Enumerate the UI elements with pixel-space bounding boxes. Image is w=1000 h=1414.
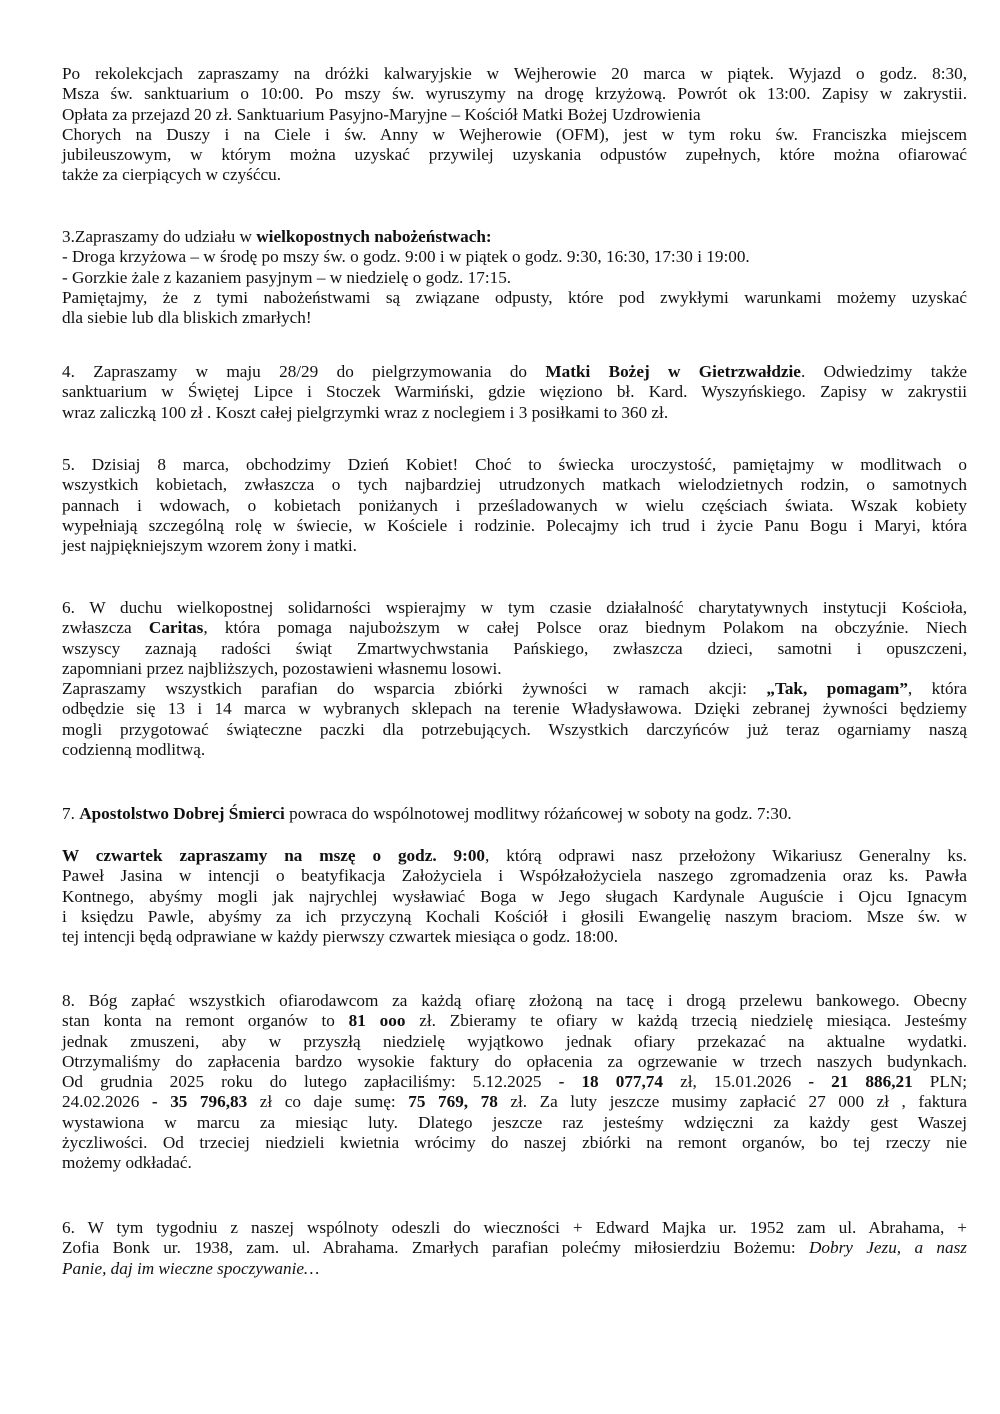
intro-text: 3.Zapraszamy do udziału w: [62, 227, 257, 246]
text-line: pannach i wdowach, o kobietach poniżanych i prześladowanych w wielu częściach świata. Wszak kobiety: [62, 495, 967, 515]
text-segment: 24.02.2026: [62, 1092, 152, 1112]
text-segment: Zofia Bonk ur. 1938, zam. ul. Abrahama. Zmarłych parafian polećmy miłosierdziu Bożemu:: [62, 1238, 809, 1258]
text-line: życzliwości. Od trzeciej niedzieli kwietnia wrócimy do naszej zbiórki na remont organów, bo tej rzeczy nie: [62, 1133, 967, 1153]
text-line: - Droga krzyżowa – w środę po mszy św. o godz. 9:00 i w piątek o godz. 9:30, 16:30, 17:30 i 19:00.: [62, 247, 750, 267]
text-segment: Zapraszamy wszystkich parafian do wsparcia zbiórki żywności w ramach akcji:: [62, 679, 767, 699]
text-line: codzienną modlitwą.: [62, 740, 206, 760]
paragraph-organ-repair-donations: [62, 991, 967, 1174]
text-line: odbędzie się 13 i 14 marca w wybranych sklepach na terenie Władysławowa. Dzięki zebranej żywności będziemy: [62, 699, 967, 719]
text-line: [62, 227, 967, 247]
paragraph-pilgrimage-gietrzwald: [62, 362, 967, 423]
text-line: [62, 1011, 967, 1031]
text-segment: , która: [907, 679, 967, 699]
text-line: 8. Bóg zapłać wszystkich ofiarodawcom za każdą ofiarę złożoną na tacę i drogą przelewu bankowego. Obecny: [62, 991, 967, 1010]
text-line: Kontnego, abyśmy mogli jak najrychlej wysławiać Boga w Jego sługach Kardynale Auguście i Ojcu Ignacym: [62, 886, 967, 906]
text-line: [62, 1092, 967, 1112]
text-segment: . Odwiedzimy także: [800, 362, 967, 381]
text-line: dla siebie lub dla bliskich zmarłych!: [62, 308, 312, 328]
text-line: mogli przygotować świąteczne paczki dla potrzebujących. Wszystkich darczyńców już teraz ogarniamy naszą: [62, 719, 967, 739]
payment-amount: 21 886,21: [814, 1072, 913, 1092]
text-line: Paweł Jasina w intencji o beatyfikacja Założyciela i Współzałożyciela naszego zgromadzenia oraz ks. Pawła: [62, 866, 967, 886]
text-segment: zł. Za luty jeszcze musimy zapłacić 27 000 zł , faktura: [497, 1092, 968, 1112]
bold-text: W czwartek zapraszamy na mszę o godz. 9:00: [62, 846, 486, 865]
bold-text: -: [558, 1072, 565, 1092]
text-line: wszystkich kobietach, zwłaszcza o tych najbardziej utrudzonych matkach wielodzietnych rodzin, o samotnych: [62, 475, 967, 495]
text-line: także za cierpiących w czyśćcu.: [62, 165, 281, 185]
paragraph-caritas: [62, 598, 967, 760]
text-line: [62, 846, 967, 866]
paragraph-thursday-mass: [62, 846, 967, 947]
text-segment: zł, 15.01.2026: [663, 1072, 809, 1092]
text-segment: zł co daje sumę:: [247, 1092, 409, 1112]
bold-text: wielkopostnych nabożeństwach:: [256, 227, 492, 246]
text-line: sanktuarium w Świętej Lipce i Stoczek Warmiński, gdzie więziono bł. Kard. Wyszyńskiego. Zapisy w zakrystii: [62, 382, 967, 402]
text-line: jednak zmuszeni, aby w przyszłą niedzielę wyjątkowo jednak ofiary przekazać na aktualne wydatki.: [62, 1031, 967, 1051]
bold-text: 81 ooo: [348, 1011, 406, 1031]
text-line: Pamiętajmy, że z tymi nabożeństwami są związane odpusty, które pod zwykłymi warunkami możemy uzyskać: [62, 287, 967, 307]
bold-text: Matki Bożej w Gietrzwałdzie: [545, 362, 801, 381]
text-line: i księdzu Pawle, abyśmy za ich przyczyną Kochali Kościół i głosili Ewangelię naszym braciom. Msze św. w: [62, 906, 967, 926]
text-line: [62, 362, 967, 382]
text-line: [62, 1238, 967, 1258]
text-line: [62, 618, 967, 638]
paragraph-deceased: [62, 1218, 967, 1279]
text-line: Otrzymaliśmy do zapłacenia bardzo wysokie faktury do opłacenia za ogrzewanie w trzech naszych budynkach.: [62, 1051, 967, 1071]
text-line: wraz zaliczką 100 zł . Koszt całej pielgrzymki wraz z noclegiem i 3 posiłkami to 360 zł.: [62, 402, 669, 422]
text-line: [62, 1072, 967, 1092]
bold-text: -: [151, 1092, 158, 1112]
text-line: Opłata za przejazd 20 zł. Sanktuarium Pasyjno-Maryjne – Kościół Matki Bożej Uzdrowienia: [62, 104, 701, 124]
payment-amount: 18 077,74: [564, 1072, 663, 1092]
bold-text: „Tak, pomagam”: [766, 679, 908, 699]
italic-prayer-text: Dobry Jezu, a nasz: [808, 1238, 967, 1258]
bold-text: -: [808, 1072, 815, 1092]
text-segment: 7.: [62, 804, 80, 823]
payment-amount: 35 796,83: [157, 1092, 248, 1112]
text-line: wszyscy zaznają radości świąt Zmartwychwstania Pańskiego, zwłaszcza dzieci, samotni i opuszczeni,: [62, 638, 967, 658]
text-line: wystawiona w marcu za miesiąc luty. Dlatego jeszcze raz jesteśmy wdzięczni za każdy gest Waszej: [62, 1112, 967, 1132]
text-line: Chorych na Duszy i na Ciele i św. Anny w Wejherowie (OFM), jest w tym roku św. Franciszka miejscem: [62, 124, 967, 144]
text-line: Msza św. sanktuarium o 10:00. Po mszy św. wyruszymy na drogę krzyżową. Powrót ok 13:00. Zapisy w zakrystii.: [62, 84, 967, 104]
text-segment: zł. Zbieramy te ofiary w każdą trzecią niedzielę miesiąca. Jesteśmy: [405, 1011, 967, 1031]
text-segment: PLN;: [912, 1072, 968, 1092]
total-sum: 75 769, 78: [408, 1092, 498, 1112]
text-line: możemy odkładać.: [62, 1153, 192, 1173]
bold-text: Apostolstwo Dobrej Śmierci: [79, 804, 285, 823]
text-segment: powraca do wspólnotowej modlitwy różańcowej w soboty na godz. 7:30.: [284, 804, 792, 823]
text-segment: , którą odprawi nasz przełożony Wikariusz Generalny ks.: [485, 846, 967, 865]
text-line: 5. Dzisiaj 8 marca, obchodzimy Dzień Kobiet! Choć to świecka uroczystość, pamiętajmy w modlitwach o: [62, 455, 967, 474]
text-segment: zwłaszcza: [62, 618, 149, 638]
text-line: 6. W tym tygodniu z naszej wspólnoty odeszli do wieczności + Edward Majka ur. 1952 zam ul. Abrahama, +: [62, 1218, 967, 1237]
text-segment: stan konta na remont organów to: [62, 1011, 349, 1031]
paragraph-lent-services: [62, 227, 967, 328]
text-line: zapomniani przez najbliższych, pozostawieni własnemu losowi.: [62, 658, 502, 678]
text-line: 6. W duchu wielkopostnej solidarności wspierajmy w tym czasie działalność charytatywnych instytucji Kościoła,: [62, 598, 967, 617]
italic-prayer-text: Panie, daj im wieczne spoczywanie…: [62, 1258, 320, 1278]
text-line: [62, 804, 967, 824]
paragraph-pilgrimage-wejherowo: [62, 64, 967, 186]
text-segment: 4. Zapraszamy w maju 28/29 do pielgrzymowania do: [62, 362, 546, 381]
paragraph-womens-day: [62, 455, 967, 556]
text-line: [62, 679, 967, 699]
text-line: tej intencji będą odprawiane w każdy pierwszy czwartek miesiąca o godz. 18:00.: [62, 927, 618, 947]
text-line: jest najpiękniejszym wzorem żony i matki.: [62, 536, 357, 556]
text-segment: , która pomaga najuboższym w całej Polsce oraz biednym Polakom na obczyźnie. Niech: [203, 618, 967, 638]
bold-text: Caritas: [148, 618, 204, 638]
text-line: [62, 1259, 967, 1279]
text-segment: Od grudnia 2025 roku do lutego zapłaciliśmy: 5.12.2025: [62, 1072, 559, 1092]
text-line: jubileuszowym, w którym można uzyskać przywilej uzyskania odpustów zupełnych, które można ofiarować: [62, 145, 967, 165]
text-line: Po rekolekcjach zapraszamy na dróżki kalwaryjskie w Wejherowie 20 marca w piątek. Wyjazd o godz. 8:30,: [62, 64, 967, 83]
text-line: - Gorzkie żale z kazaniem pasyjnym – w niedzielę o godz. 17:15.: [62, 267, 512, 287]
text-line: wypełniają szczególną rolę w świecie, w Kościele i rodzinie. Polecajmy ich trud i życie Panu Bogu i Maryi, która: [62, 515, 967, 535]
paragraph-apostolate: [62, 804, 967, 824]
